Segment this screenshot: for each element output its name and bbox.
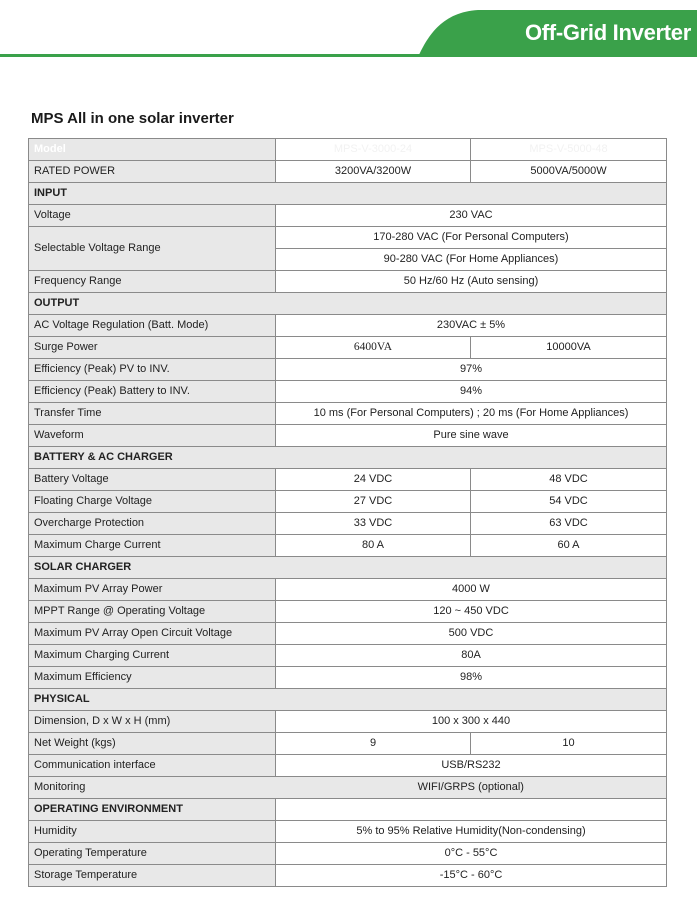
header-label: Model — [29, 139, 276, 161]
row-label: AC Voltage Regulation (Batt. Mode) — [29, 315, 276, 337]
row-label: Voltage — [29, 205, 276, 227]
row-value: 98% — [276, 667, 667, 689]
table-row — [29, 337, 667, 359]
table-row — [29, 271, 667, 293]
table-row — [29, 667, 667, 689]
row-value: 120 ~ 450 VDC — [276, 601, 667, 623]
row-label: Monitoring — [29, 777, 276, 799]
table-row — [29, 865, 667, 887]
row-value: -15°C - 60°C — [276, 865, 667, 887]
section-physical — [29, 689, 667, 711]
table-row — [29, 755, 667, 777]
row-label: Maximum PV Array Power — [29, 579, 276, 601]
row-label: Dimension, D x W x H (mm) — [29, 711, 276, 733]
table-row — [29, 645, 667, 667]
row-value: 80A — [276, 645, 667, 667]
table-row — [29, 425, 667, 447]
row-value: 10 — [471, 733, 667, 755]
row-value: 33 VDC — [276, 513, 471, 535]
table-row — [29, 601, 667, 623]
table-row — [29, 821, 667, 843]
row-value: 100 x 300 x 440 — [276, 711, 667, 733]
row-value: 54 VDC — [471, 491, 667, 513]
table-row — [29, 359, 667, 381]
row-label: MPPT Range @ Operating Voltage — [29, 601, 276, 623]
row-value: 63 VDC — [471, 513, 667, 535]
row-value: 10 ms (For Personal Computers) ; 20 ms (For Home Appliances) — [276, 403, 667, 425]
row-value: 90-280 VAC (For Home Appliances) — [276, 249, 667, 271]
row-value: 80 A — [276, 535, 471, 557]
table-row — [29, 205, 667, 227]
section-title: BATTERY & AC CHARGER — [29, 447, 667, 469]
row-value: 60 A — [471, 535, 667, 557]
row-label: Maximum Efficiency — [29, 667, 276, 689]
row-value: USB/RS232 — [276, 755, 667, 777]
table-row — [29, 535, 667, 557]
row-value: 230 VAC — [276, 205, 667, 227]
row-value: 3200VA/3200W — [276, 161, 471, 183]
model-2: MPS-V-5000-48 — [471, 139, 667, 161]
empty-cell — [276, 799, 667, 821]
table-row — [29, 513, 667, 535]
row-label: Storage Temperature — [29, 865, 276, 887]
section-title: INPUT — [29, 183, 667, 205]
section-output — [29, 293, 667, 315]
row-label: Communication interface — [29, 755, 276, 777]
row-value: 5% to 95% Relative Humidity(Non-condensing) — [276, 821, 667, 843]
table-row — [29, 403, 667, 425]
row-label: Efficiency (Peak) Battery to INV. — [29, 381, 276, 403]
row-label: Overcharge Protection — [29, 513, 276, 535]
table-row — [29, 843, 667, 865]
banner-title: Off-Grid Inverter — [524, 20, 691, 45]
row-label: RATED POWER — [29, 161, 276, 183]
table-row — [29, 733, 667, 755]
row-value: 230VAC ± 5% — [276, 315, 667, 337]
row-label: Maximum Charging Current — [29, 645, 276, 667]
section-battery — [29, 447, 667, 469]
row-value: 48 VDC — [471, 469, 667, 491]
table-row — [29, 491, 667, 513]
row-label: Maximum PV Array Open Circuit Voltage — [29, 623, 276, 645]
row-label: Frequency Range — [29, 271, 276, 293]
row-value: 94% — [276, 381, 667, 403]
row-value: WIFI/GRPS (optional) — [276, 777, 667, 799]
table-row — [29, 469, 667, 491]
table-row — [29, 161, 667, 183]
model-1: MPS-V-3000-24 — [276, 139, 471, 161]
section-input — [29, 183, 667, 205]
table-row — [29, 711, 667, 733]
row-value: 9 — [276, 733, 471, 755]
spec-table — [28, 138, 667, 887]
row-value: 170-280 VAC (For Personal Computers) — [276, 227, 667, 249]
row-value: 50 Hz/60 Hz (Auto sensing) — [276, 271, 667, 293]
table-header-row — [29, 139, 667, 161]
table-row — [29, 381, 667, 403]
row-label: Waveform — [29, 425, 276, 447]
row-label: Battery Voltage — [29, 469, 276, 491]
row-value: 500 VDC — [276, 623, 667, 645]
table-row — [29, 623, 667, 645]
row-value: 24 VDC — [276, 469, 471, 491]
row-label: Humidity — [29, 821, 276, 843]
row-value: 10000VA — [471, 337, 667, 359]
row-label: Maximum Charge Current — [29, 535, 276, 557]
table-row — [29, 777, 667, 799]
section-title: PHYSICAL — [29, 689, 667, 711]
table-row — [29, 315, 667, 337]
row-value: 6400VA — [276, 337, 471, 359]
row-label: Net Weight (kgs) — [29, 733, 276, 755]
row-value: 97% — [276, 359, 667, 381]
row-value: Pure sine wave — [276, 425, 667, 447]
row-label: Surge Power — [29, 337, 276, 359]
row-label: Transfer Time — [29, 403, 276, 425]
section-title: OPERATING ENVIRONMENT — [29, 799, 276, 821]
table-row — [29, 579, 667, 601]
row-value: 0°C - 55°C — [276, 843, 667, 865]
section-solar — [29, 557, 667, 579]
table-row — [29, 227, 667, 249]
section-environment — [29, 799, 667, 821]
row-value: 4000 W — [276, 579, 667, 601]
row-label: Selectable Voltage Range — [29, 227, 276, 271]
row-value: 27 VDC — [276, 491, 471, 513]
section-title: SOLAR CHARGER — [29, 557, 667, 579]
document-title: MPS All in one solar inverter — [31, 110, 234, 127]
row-value: 5000VA/5000W — [471, 161, 667, 183]
row-label: Operating Temperature — [29, 843, 276, 865]
row-label: Efficiency (Peak) PV to INV. — [29, 359, 276, 381]
section-title: OUTPUT — [29, 293, 667, 315]
row-label: Floating Charge Voltage — [29, 491, 276, 513]
